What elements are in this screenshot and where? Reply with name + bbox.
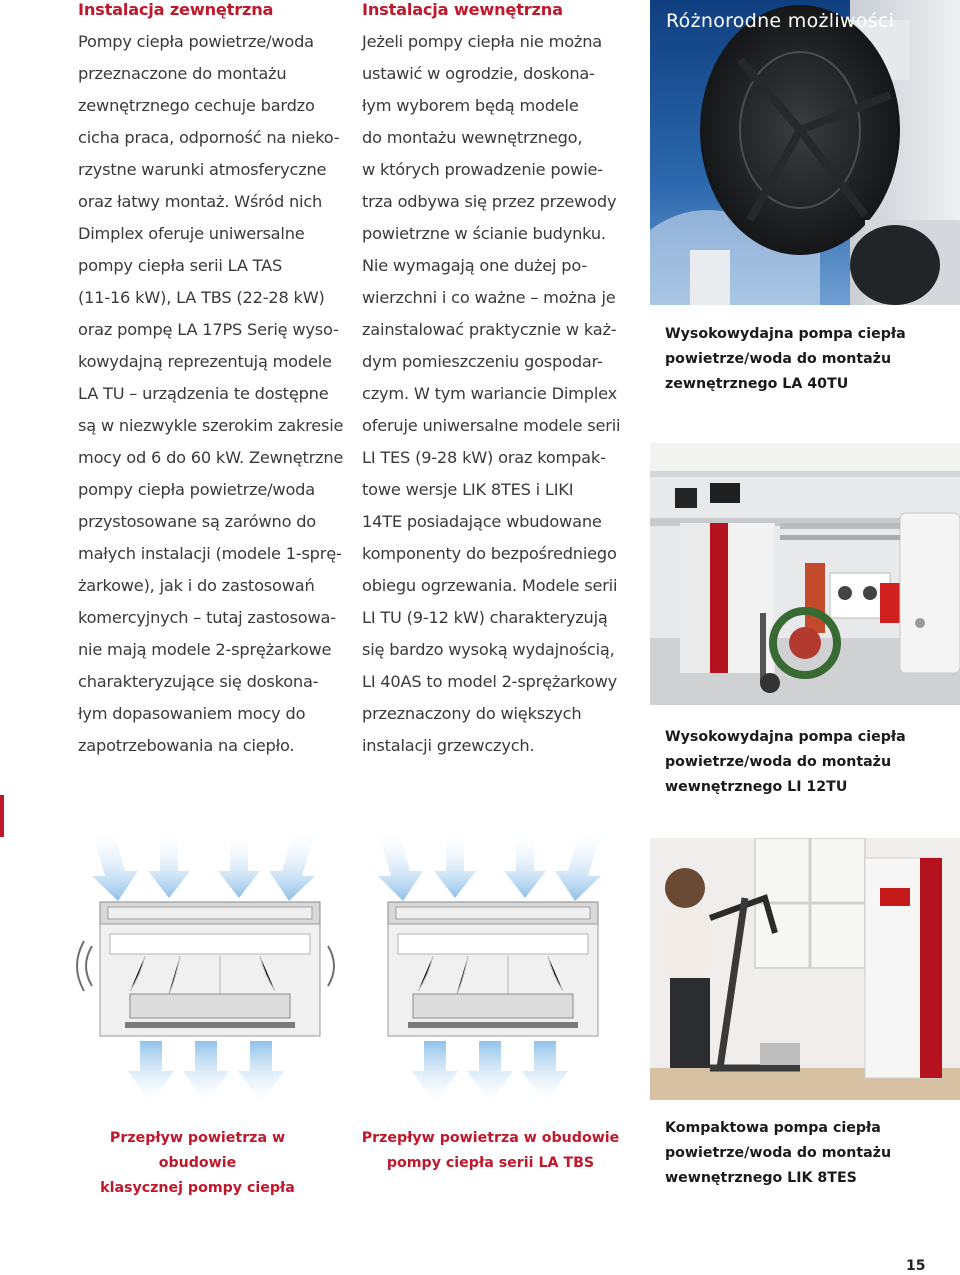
caption-line: Wysokowydajna pompa ciepła [665, 326, 906, 342]
body-line: pompy ciepła serii LA TAS [78, 256, 283, 275]
body-line: LA TU – urządzenia te dostępne [78, 384, 329, 403]
diagram-caption-classic [70, 1126, 325, 1201]
caption-line: wewnętrznego LIK 8TES [665, 1170, 857, 1186]
body-line: oraz pompę LA 17PS Serię wyso- [78, 320, 339, 339]
body-line: oraz łatwy montaż. Wśród nich [78, 192, 323, 211]
body-line: wierzchni i co ważne – można je [362, 288, 616, 307]
body-line: się bardzo wysoką wydajnością, [362, 640, 615, 659]
caption-line: Wysokowydajna pompa ciepła [665, 729, 906, 745]
outdoor-installation-section [78, 0, 348, 762]
body-line: zainstalować praktycznie w każ- [362, 320, 617, 339]
caption-line: powietrze/woda do montażu [665, 351, 892, 367]
outflow-arrow [128, 1041, 284, 1104]
body-line: ustawić w ogrodzie, doskona- [362, 64, 595, 83]
body-line: LI 40AS to model 2-sprężarkowy [362, 672, 618, 691]
body-line: Nie wymagają one dużej po- [362, 256, 587, 275]
photo-caption-la40tu [665, 322, 955, 397]
caption-line: klasycznej pompy ciepła [100, 1180, 295, 1196]
body-line: kowydajną reprezentują modele [78, 352, 332, 371]
inflow-arrow [376, 826, 603, 901]
body-line: zewnętrznego cechuje bardzo [78, 96, 315, 115]
caption-line: zewnętrznego LA 40TU [665, 376, 849, 392]
airflow-diagram-la-tbs [358, 826, 623, 1109]
caption-line: Przepływ powietrza w obudowie [361, 1130, 620, 1146]
body-line: małych instalacji (modele 1-sprę- [78, 544, 342, 563]
body-line: zapotrzebowania na ciepło. [78, 736, 295, 755]
body-line: żarkowe), jak i do zastosowań [78, 576, 315, 595]
body-line: rzystne warunki atmosferyczne [78, 160, 327, 179]
body-line: są w niezwykle szerokim zakresie [78, 416, 344, 435]
photo-caption-lik8tes [665, 1116, 955, 1191]
body-line: LI TU (9-12 kW) charakteryzują [362, 608, 608, 627]
body-line: obiegu ogrzewania. Modele serii [362, 576, 618, 595]
indoor-installation-section [362, 0, 624, 762]
caption-line: Kompaktowa pompa ciepła [665, 1120, 881, 1136]
body-line: Jeżeli pompy ciepła nie można [362, 32, 602, 51]
diagram-caption-la-tbs [358, 1126, 623, 1176]
airflow-diagram-classic [70, 826, 335, 1109]
body-line: Pompy ciepła powietrze/woda [78, 32, 314, 51]
section-heading: Instalacja zewnętrzna [78, 0, 274, 19]
compact-unit-lifestyle-photo [650, 838, 960, 1100]
body-line: komercyjnych – tutaj zastosowa- [78, 608, 336, 627]
caption-line: pompy ciepła serii LA TBS [386, 1155, 595, 1171]
body-line: przeznaczone do montażu [78, 64, 287, 83]
body-line: powietrzne w ścianie budynku. [362, 224, 606, 243]
body-line: czym. W tym wariancie Dimplex [362, 384, 617, 403]
caption-line: powietrze/woda do montażu [665, 1145, 892, 1161]
body-line: Dimplex oferuje uniwersalne [78, 224, 305, 243]
caption-line: Przepływ powietrza w obudowie [109, 1130, 286, 1171]
body-line: nie mają modele 2-sprężarkowe [78, 640, 332, 659]
body-line: trza odbywa się przez przewody [362, 192, 617, 211]
page-number: 15 [906, 1258, 926, 1274]
body-line: w których prowadzenie powie- [362, 160, 603, 179]
caption-line: wewnętrznego LI 12TU [665, 779, 848, 795]
body-line: (11-16 kW), LA TBS (22-28 kW) [78, 288, 325, 307]
photo-caption-li12tu [665, 725, 955, 800]
body-line: 14TE posiadające wbudowane [362, 512, 602, 531]
body-line: mocy od 6 do 60 kW. Zewnętrzne [78, 448, 344, 467]
body-line: łym wyborem będą modele [362, 96, 579, 115]
body-line: przeznaczony do większych [362, 704, 582, 723]
body-line: towe wersje LIK 8TES i LIKI [362, 480, 574, 499]
body-line: pompy ciepła powietrze/woda [78, 480, 315, 499]
body-line: łym dopasowaniem mocy do [78, 704, 306, 723]
inflow-arrow [90, 826, 317, 901]
body-line: cicha praca, odporność na nieko- [78, 128, 340, 147]
body-line: komponenty do bezpośredniego [362, 544, 617, 563]
indoor-unit-utility-room-photo [650, 443, 960, 705]
body-line: oferuje uniwersalne modele serii [362, 416, 621, 435]
outdoor-unit-photo [650, 0, 960, 305]
body-line: przystosowane są zarówno do [78, 512, 316, 531]
body-line: do montażu wewnętrznego, [362, 128, 583, 147]
body-line: charakteryzujące się doskona- [78, 672, 319, 691]
outflow-arrow [412, 1041, 568, 1104]
body-line: LI TES (9-28 kW) oraz kompak- [362, 448, 606, 467]
body-line: dym pomieszczeniu gospodar- [362, 352, 603, 371]
caption-line: powietrze/woda do montażu [665, 754, 892, 770]
section-heading: Instalacja wewnętrzna [362, 0, 563, 19]
margin-marker [0, 795, 4, 837]
body-line: instalacji grzewczych. [362, 736, 535, 755]
sidebar-title: Różnorodne możliwości [666, 10, 895, 32]
